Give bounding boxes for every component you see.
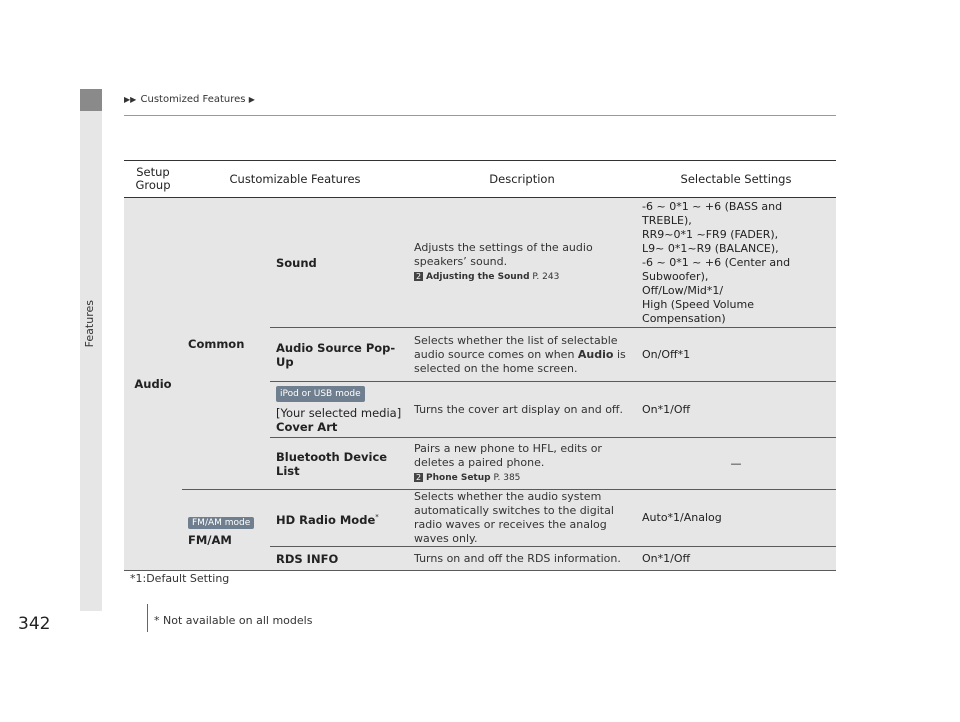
side-tab-label: Features: [83, 300, 96, 348]
breadcrumb-end-arrow-icon: ▶: [248, 95, 255, 104]
availability-note: * Not available on all models: [154, 614, 313, 627]
setting-svc-levels: Off/Low/Mid*1/: [642, 283, 724, 297]
header-settings: Selectable Settings: [636, 161, 836, 198]
ref-adjusting-sound-link[interactable]: 2 Adjusting the Sound P. 243: [415, 272, 560, 282]
setting-bass-treble: -6 ~ 0*1 ~ +6 (BASS and TREBLE),: [642, 199, 783, 227]
setting-svc: High (Speed Volume Compensation): [642, 297, 754, 325]
description-audio-source-popup: Selects whether the list of selectable audio source comes on when Audio is selected on the home screen.: [408, 328, 636, 382]
feature-cover-art: iPod or USB mode [Your selected media] Cover Art: [270, 382, 408, 438]
feature-bluetooth-device-list: Bluetooth Device List: [270, 438, 408, 490]
description-bluetooth-device-list: Pairs a new phone to HFL, edits or deletes a paired phone. 2 Phone Setup P. 385: [408, 438, 636, 490]
reference-arrow-icon: 2: [415, 473, 422, 482]
section-tab-marker: [80, 89, 102, 111]
description-rds-info: Turns on and off the RDS information.: [408, 547, 636, 571]
ref-phone-setup-link[interactable]: 2 Phone Setup P. 385: [415, 473, 521, 483]
header-setup-group: Setup Group: [124, 161, 182, 198]
feature-hd-radio-mode: HD Radio Mode*: [270, 490, 408, 547]
header-features: Customizable Features: [182, 161, 408, 198]
settings-bluetooth-device-list: —: [636, 438, 836, 490]
fmam-mode-badge: FM/AM mode: [188, 517, 254, 529]
feature-sound: Sound: [270, 198, 408, 328]
settings-audio-source-popup: On/Off*1: [636, 328, 836, 382]
description-hd-radio-mode: Selects whether the audio system automatically switches to the digital radio waves or receives the analog waves only.: [408, 490, 636, 547]
setting-balance: L9~ 0*1~R9 (BALANCE),: [642, 241, 779, 255]
group-common: Common: [182, 198, 270, 490]
footer-divider: [147, 604, 148, 632]
setting-fader: RR9~0*1 ~FR9 (FADER),: [642, 227, 779, 241]
feature-audio-source-popup: Audio Source Pop-Up: [270, 328, 408, 382]
settings-sound: [636, 198, 836, 328]
description-sound: Adjusts the settings of the audio speakers’ sound. 2 Adjusting the Sound P. 243: [408, 198, 636, 328]
settings-hd-radio-mode: Auto*1/Analog: [636, 490, 836, 547]
feature-rds-info: RDS INFO: [270, 547, 408, 571]
page-number: 342: [18, 614, 51, 634]
description-cover-art: Turns the cover art display on and off.: [408, 382, 636, 438]
default-setting-footnote: *1:Default Setting: [130, 572, 230, 585]
ipod-usb-mode-badge: iPod or USB mode: [276, 386, 365, 402]
group-fmam: FM/AM mode FM/AM: [182, 490, 270, 571]
header-rule: [124, 115, 836, 116]
breadcrumb-arrow-icon: ▶▶: [124, 95, 137, 104]
group-audio: Audio: [124, 198, 182, 571]
settings-cover-art: On*1/Off: [636, 382, 836, 438]
breadcrumb: [124, 94, 256, 105]
customizable-features-table: [124, 160, 836, 571]
settings-rds-info: On*1/Off: [636, 547, 836, 571]
header-description: Description: [408, 161, 636, 198]
breadcrumb-link[interactable]: Customized Features: [140, 94, 246, 105]
setting-center-subwoofer: -6 ~ 0*1 ~ +6 (Center and Subwoofer),: [642, 255, 791, 283]
reference-arrow-icon: 2: [415, 272, 422, 281]
section-side-bar: [80, 111, 102, 611]
